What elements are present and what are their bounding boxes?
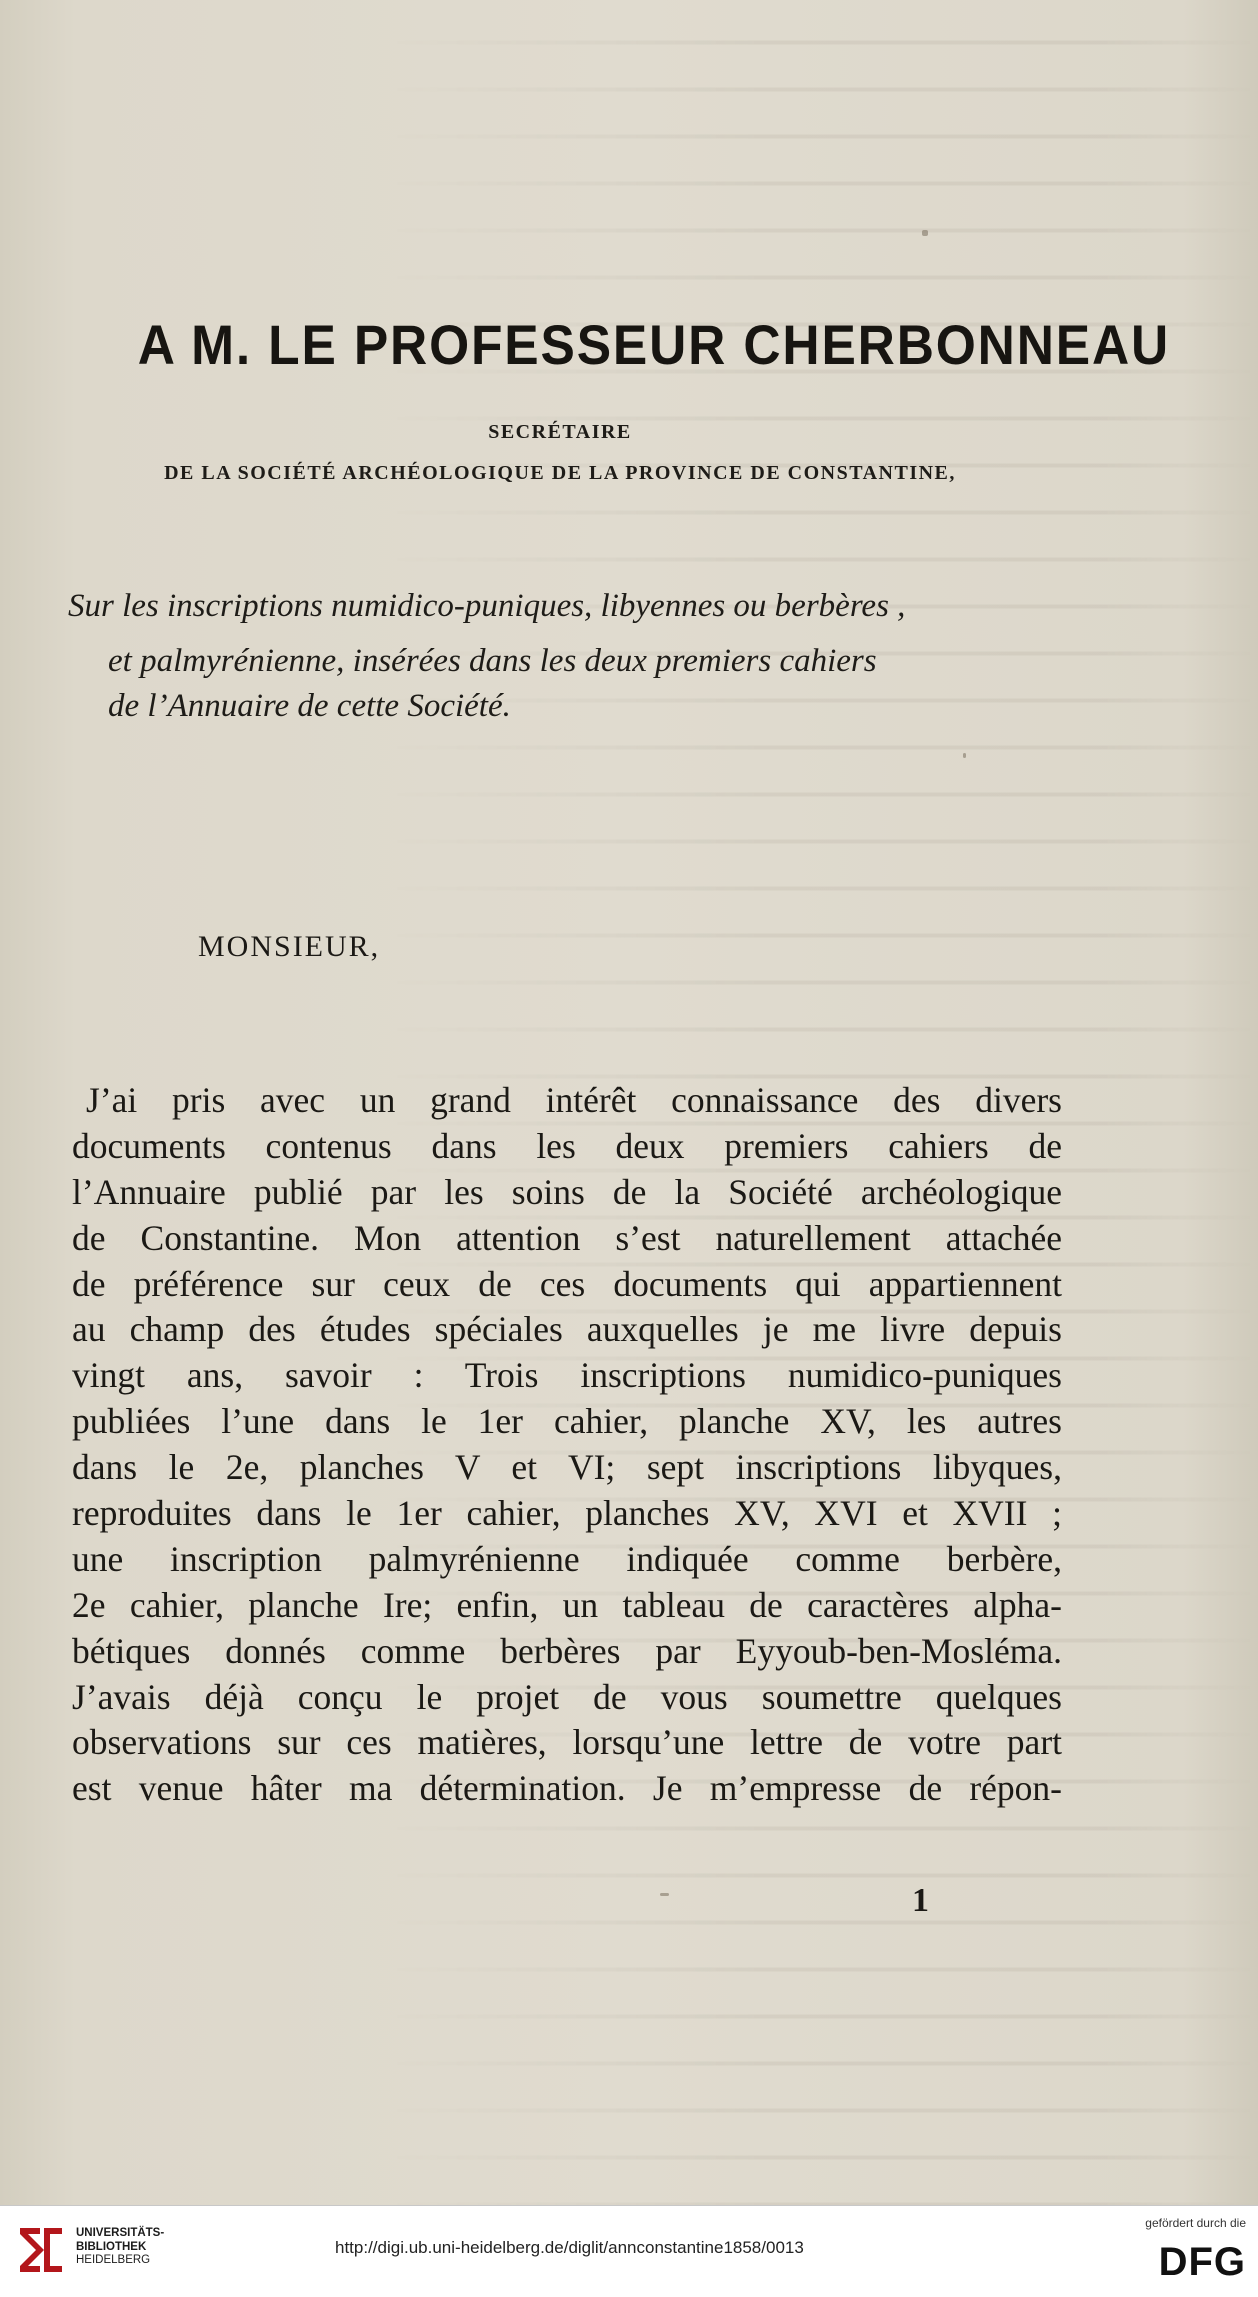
body-line: vingt ans, savoir : Trois inscriptions numidico-puniques [72,1355,1062,1396]
intro-line-2: et palmyrénienne, insérées dans les deux premiers cahiers [108,643,877,679]
library-name [76,2227,164,2268]
body-line: 2e cahier, planche Ire; enfin, un tableau de caractères alpha- [72,1584,1062,1625]
body-line: de Constantine. Mon attention s’est naturellement attachée [72,1217,1062,1258]
intro-line-3: de l’Annuaire de cette Société. [108,688,511,724]
library-name-line-2: BIBLIOTHEK [76,2240,147,2253]
body-line: publiées l’une dans le 1er cahier, planche XV, les autres [72,1401,1062,1442]
body-line: est venue hâter ma détermination. Je m’empresse de répon- [72,1768,1062,1809]
library-name-line-3: HEIDELBERG [76,2254,151,2266]
body-line: J’ai pris avec un grand intérêt connaissance des divers [86,1080,1062,1120]
ink-speck [963,753,966,758]
body-line: bétiques donnés comme berbères par Eyyoub-ben-Mosléma. [72,1630,1062,1671]
intro-line-1: Sur les inscriptions numidico-puniques, libyennes ou berbères , [68,588,906,624]
university-library-logo [14,2220,68,2280]
library-name-line-1: UNIVERSITÄTS- [76,2227,165,2239]
ink-speck [922,230,928,236]
body-paragraph [72,1078,1062,1812]
permalink-url[interactable]: http://digi.ub.uni-heidelberg.de/diglit/annconstantine1858/0013 [335,2238,804,2257]
funded-by-label: gefördert durch die [1145,2216,1246,2230]
viewer-footer [0,2205,1258,2297]
body-line: documents contenus dans les deux premiers cahiers de [72,1125,1062,1166]
body-line: l’Annuaire publié par les soins de la Société archéologique [72,1171,1062,1212]
body-line: de préférence sur ceux de ces documents qui appartiennent [72,1263,1062,1304]
subtitle-societe: DE LA SOCIÉTÉ ARCHÉOLOGIQUE DE LA PROVINCE DE CONSTANTINE, [164,462,956,484]
page-title: A M. LE PROFESSEUR CHERBONNEAU [137,313,1171,376]
body-line: reproduites dans le 1er cahier, planches XV, XVI et XVII ; [72,1493,1062,1534]
body-line: J’avais déjà conçu le projet de vous soumettre quelques [72,1676,1062,1717]
body-line: dans le 2e, planches V et VI; sept inscriptions libyques, [72,1447,1062,1488]
ink-speck [660,1893,669,1896]
page-number: 1 [912,1882,929,1919]
salutation: MONSIEUR, [198,930,381,963]
body-line: observations sur ces matières, lorsqu’une lettre de votre part [72,1722,1062,1763]
body-line: au champ des études spéciales auxquelles je me livre depuis [72,1309,1062,1350]
subtitle-secretaire: SECRÉTAIRE [488,421,632,443]
body-line: une inscription palmyrénienne indiquée comme berbère, [72,1538,1062,1579]
dfg-logo: DFG [1158,2240,1246,2284]
